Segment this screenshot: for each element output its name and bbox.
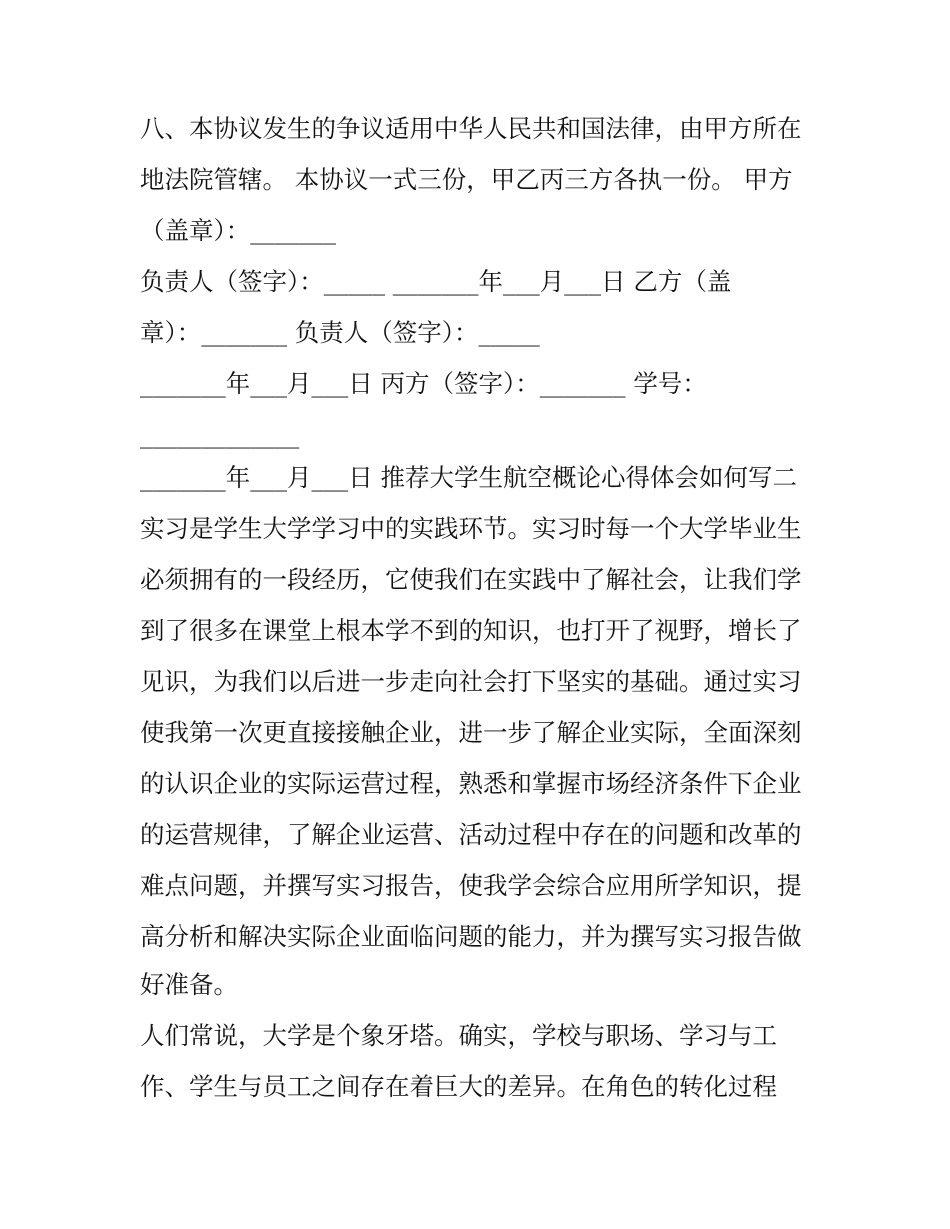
text-line: 好准备。 [140,970,238,999]
text-line: 的运营规律，了解企业运营、活动过程中存在的问题和改革的 [140,820,802,849]
text-line: _______年___月___日 推荐大学生航空概论心得体会如何写二 [140,463,798,492]
text-line: 章）：_______ 负责人（签字）：_____ [140,318,540,347]
text-line: 必须拥有的一段经历，它使我们在实践中了解社会，让我们学 [140,565,802,594]
text-line: 实习是学生大学学习中的实践环节。实习时每一个大学毕业生 [140,514,802,543]
text-line: _______年___月___日 丙方（签字）：_______ 学号： [140,369,707,398]
text-line: （盖章）：_______ [140,216,336,245]
text-line: 八、本协议发生的争议适用中华人民共和国法律，由甲方所在 [140,114,802,143]
text-line: 的认识企业的实际运营过程，熟悉和掌握市场经济条件下企业 [140,769,802,798]
text-line: 人们常说，大学是个象牙塔。确实，学校与职场、学习与工 [140,1021,777,1050]
text-line: 负责人（签字）：_____ _______年___月___日 乙方（盖 [140,267,732,296]
text-line: 到了很多在课堂上根本学不到的知识，也打开了视野，增长了 [140,616,802,645]
text-line: _____________ [140,420,300,449]
text-line: 作、学生与员工之间存在着巨大的差异。在角色的转化过程 [140,1072,777,1101]
text-line: 使我第一次更直接接触企业，进一步了解企业实际，全面深刻 [140,718,802,747]
text-line: 难点问题，并撰写实习报告，使我学会综合应用所学知识，提 [140,871,802,900]
text-line: 地法院管辖。 本协议一式三份，甲乙丙三方各执一份。 甲方 [140,165,793,194]
text-line: 见识，为我们以后进一步走向社会打下坚实的基础。通过实习 [140,667,802,696]
text-line: 高分析和解决实际企业面临问题的能力，并为撰写实习报告做 [140,922,802,951]
